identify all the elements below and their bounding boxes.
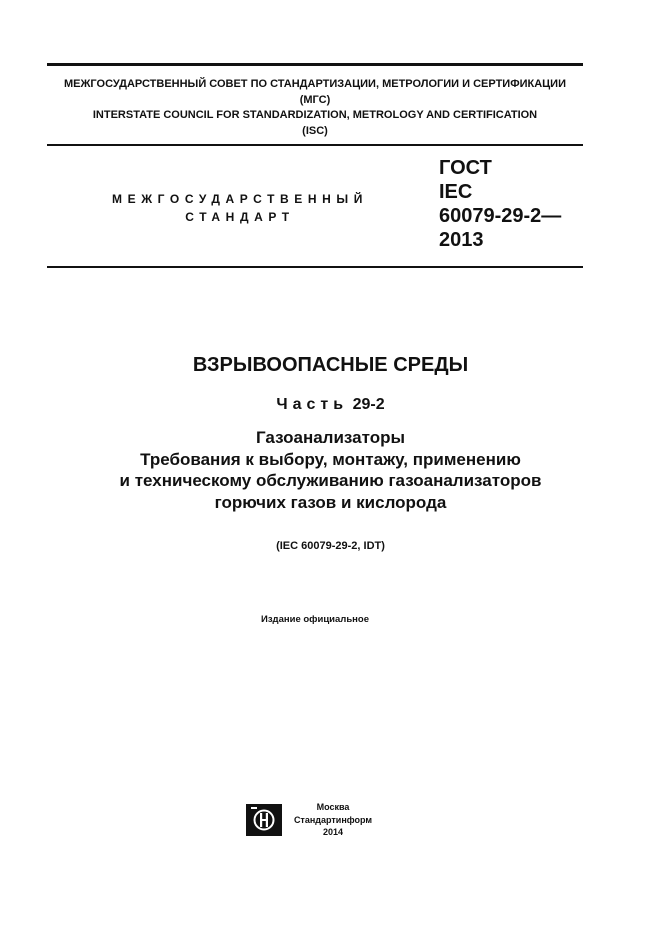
edition-note: Издание официальное: [261, 614, 369, 625]
standard-kind: [108, 190, 372, 226]
publisher-block: [293, 801, 373, 839]
designation-line1: ГОСТ: [439, 157, 492, 179]
subtitle-line2: Требования к выбору, монтажу, применению: [140, 449, 521, 469]
designation-line4: 2013: [439, 229, 484, 251]
document-title: ВЗРЫВООПАСНЫЕ СРЕДЫ: [192, 354, 469, 376]
council-name-en: INTERSTATE COUNCIL FOR STANDARDIZATION, METROLOGY AND CERTIFICATION: [92, 109, 538, 121]
top-rule: [47, 63, 583, 66]
publisher-name: Стандартинформ: [293, 814, 373, 825]
subtitle-line3: и техническому обслуживанию газоанализаторов: [119, 471, 542, 490]
council-abbr-en: (ISC): [302, 124, 328, 137]
council-name-ru: МЕЖГОСУДАРСТВЕННЫЙ СОВЕТ ПО СТАНДАРТИЗАЦИИ, МЕТРОЛОГИИ И СЕРТИФИКАЦИИ: [63, 78, 566, 90]
standard-kind-line1: МЕЖГОСУДАРСТВЕННЫЙ: [112, 192, 368, 206]
standartinform-logo-icon: [246, 804, 282, 836]
council-abbr-ru: (МГС): [299, 93, 331, 106]
middle-rule: [47, 144, 583, 146]
council-header: [47, 77, 583, 139]
subtitle-line4: горючих газов и кислорода: [214, 492, 447, 512]
designation-line2: IEC: [439, 181, 473, 203]
standard-designation: [439, 156, 561, 252]
designation-line3: 60079-29-2—: [439, 205, 562, 227]
international-reference: (IEC 60079-29-2, IDT): [276, 540, 385, 552]
publisher-city: Москва: [316, 802, 350, 812]
subtitle-line1: Газоанализаторы: [256, 428, 405, 447]
document-subtitle: [0, 427, 661, 513]
publisher-year: 2014: [322, 827, 344, 837]
part-number: 29-2: [352, 396, 385, 413]
bottom-rule: [47, 266, 583, 268]
standard-kind-line2: СТАНДАРТ: [185, 210, 295, 224]
part-word: Часть: [276, 396, 349, 413]
part-heading: [0, 395, 661, 415]
